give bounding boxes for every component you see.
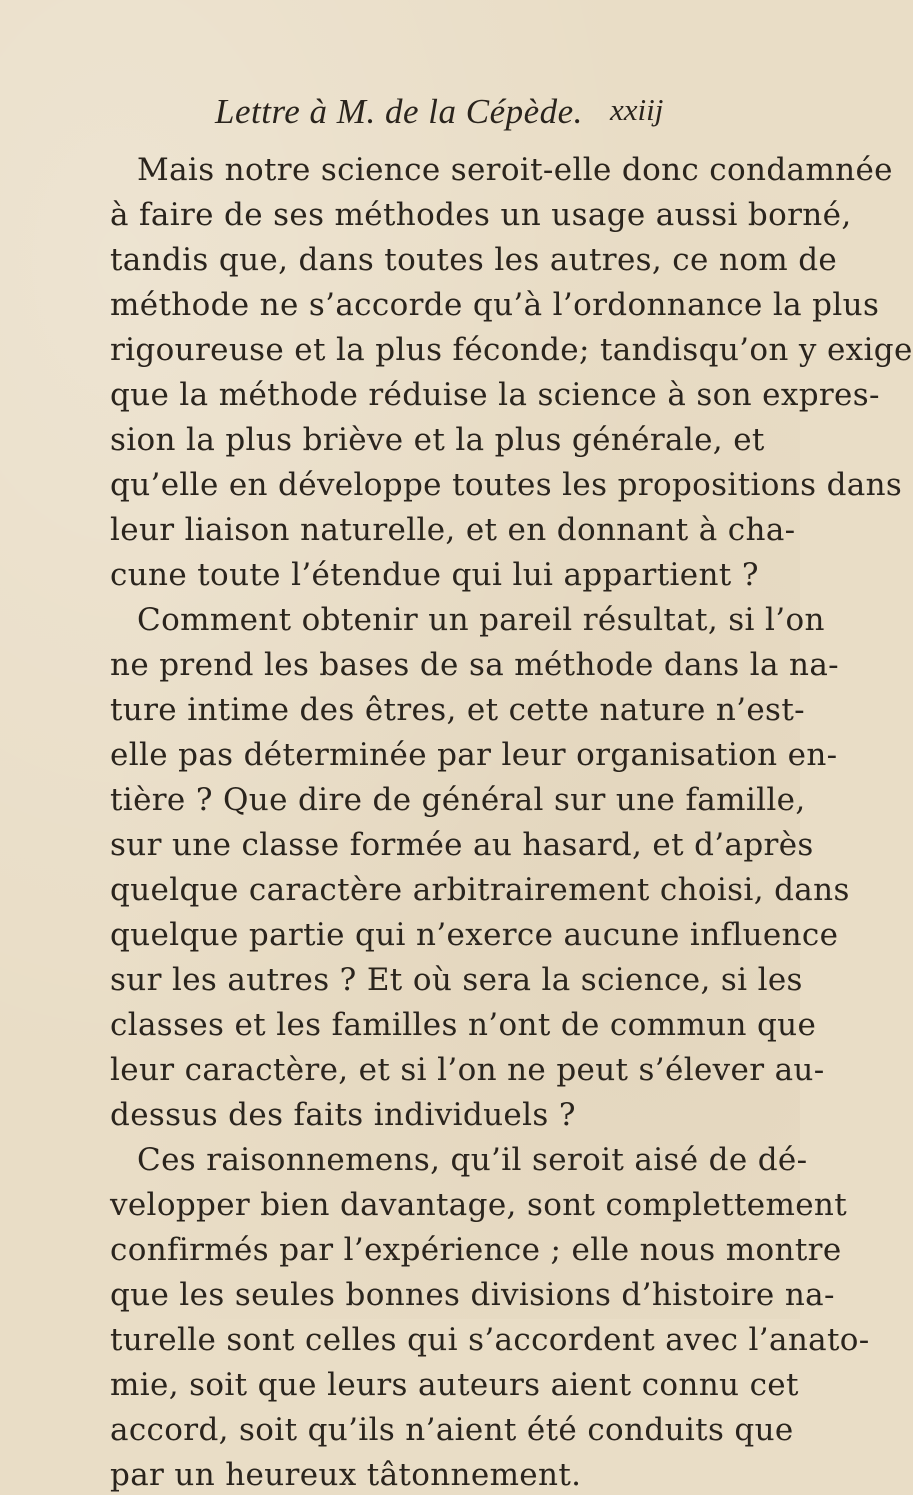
page-header	[0, 92, 800, 142]
text-line: rigoureuse et la plus féconde; tandisqu’on y exige	[110, 332, 913, 368]
text-line: classes et les familles n’ont de commun que	[110, 1007, 817, 1043]
text-line: que les seules bonnes divisions d’histoire na-	[110, 1277, 835, 1313]
text-line: à faire de ses méthodes un usage aussi borné,	[110, 197, 852, 233]
text-line: Ces raisonnemens, qu’il seroit aisé de dé-	[137, 1142, 808, 1178]
text-line: tière ? Que dire de général sur une famille,	[110, 782, 806, 818]
text-line: sur une classe formée au hasard, et d’après	[110, 827, 814, 863]
text-line: ne prend les bases de sa méthode dans la na-	[110, 647, 839, 683]
text-line: quelque partie qui n’exerce aucune influence	[110, 917, 839, 953]
text-line: mie, soit que leurs auteurs aient connu cet	[110, 1367, 799, 1403]
text-line: Mais notre science seroit-elle donc condamnée	[137, 152, 893, 188]
text-line: elle pas déterminée par leur organisation en-	[110, 737, 838, 773]
text-line: turelle sont celles qui s’accordent avec l’anato-	[110, 1322, 870, 1358]
text-line: qu’elle en développe toutes les propositions dans	[110, 467, 903, 503]
text-line: leur liaison naturelle, et en donnant à cha-	[110, 512, 796, 548]
text-line: leur caractère, et si l’on ne peut s’élever au-	[110, 1052, 825, 1088]
text-line: accord, soit qu’ils n’aient été conduits que	[110, 1412, 794, 1448]
text-line: tandis que, dans toutes les autres, ce nom de	[110, 242, 838, 278]
text-line: sur les autres ? Et où sera la science, si les	[110, 962, 803, 998]
text-line: dessus des faits individuels ?	[110, 1097, 576, 1133]
text-line: cune toute l’étendue qui lui appartient ?	[110, 557, 759, 593]
text-line: ture intime des êtres, et cette nature n’est-	[110, 692, 805, 728]
running-head: Lettre à M. de la Cépède.	[215, 92, 583, 131]
text-line: quelque caractère arbitrairement choisi, dans	[110, 872, 850, 908]
text-line: Comment obtenir un pareil résultat, si l’on	[137, 602, 825, 638]
text-line: velopper bien davantage, sont complettement	[110, 1187, 848, 1223]
text-line: confirmés par l’expérience ; elle nous montre	[110, 1232, 842, 1268]
page-number: xxiij	[610, 92, 664, 127]
text-line: par un heureux tâtonnement.	[110, 1457, 582, 1493]
text-line: méthode ne s’accorde qu’à l’ordonnance la plus	[110, 287, 880, 323]
text-line: sion la plus briève et la plus générale, et	[110, 422, 765, 458]
text-line: que la méthode réduise la science à son expres-	[110, 377, 880, 413]
